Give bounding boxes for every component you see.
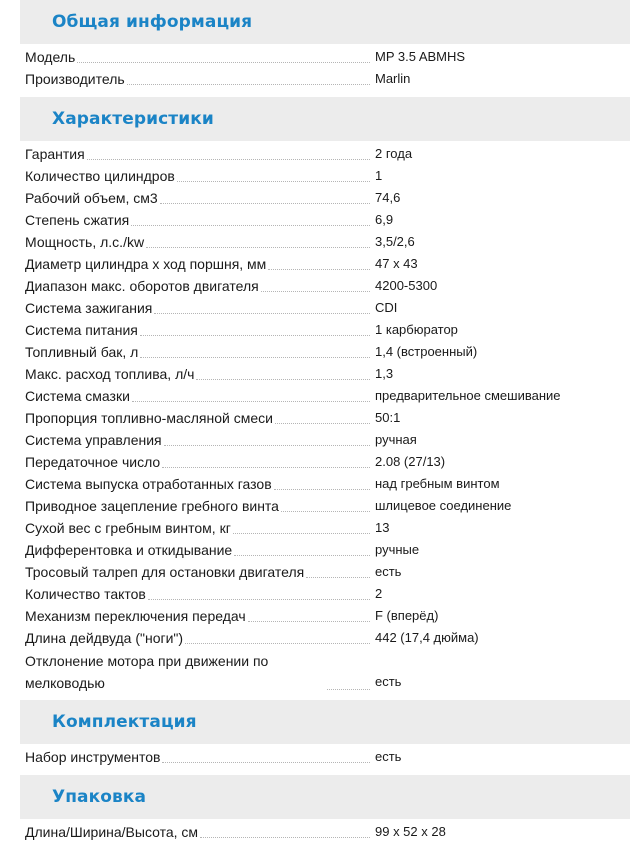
spec-row (20, 342, 630, 364)
spec-label-cell (20, 408, 370, 428)
spec-value: 6,9 (375, 212, 394, 227)
spec-label: Макс. расход топлива, л/ч (25, 366, 195, 382)
spec-label-cell (20, 276, 370, 296)
spec-label: Сухой вес с гребным винтом, кг (25, 520, 231, 536)
section-header: Характеристики (20, 97, 630, 141)
spec-row (20, 47, 630, 69)
spec-value: 2 года (375, 146, 413, 161)
spec-row (20, 540, 630, 562)
spec-value: 50:1 (375, 410, 401, 425)
dotted-leader (160, 202, 370, 204)
dotted-leader (146, 246, 370, 248)
spec-value: 1,3 (375, 366, 394, 381)
spec-row (20, 210, 630, 232)
spec-row (20, 822, 630, 844)
dotted-leader (248, 620, 370, 622)
spec-label-cell (20, 628, 370, 648)
spec-label-cell (20, 474, 370, 494)
spec-value: есть (375, 674, 402, 689)
spec-label: Производитель (25, 71, 125, 87)
spec-row (20, 298, 630, 320)
spec-label: Топливный бак, л (25, 344, 139, 360)
spec-label: Система питания (25, 322, 138, 338)
spec-label-cell (20, 562, 370, 582)
spec-row (20, 188, 630, 210)
spec-label: Мощность, л.с./kw (25, 234, 145, 250)
spec-value: F (вперёд) (375, 608, 439, 623)
dotted-leader (77, 61, 370, 63)
dotted-leader (268, 268, 370, 270)
section-header: Общая информация (20, 0, 630, 44)
spec-row (20, 408, 630, 430)
spec-row (20, 364, 630, 386)
dotted-leader (200, 836, 370, 838)
dotted-leader (148, 598, 370, 600)
dotted-leader (185, 642, 370, 644)
section-header: Комплектация (20, 700, 630, 744)
dotted-leader (164, 444, 370, 446)
spec-label: Система зажигания (25, 300, 153, 316)
dotted-leader (140, 356, 370, 358)
spec-label-cell (20, 584, 370, 604)
dotted-leader (196, 378, 370, 380)
spec-page (20, 0, 630, 847)
spec-label: Механизм переключения передач (25, 608, 246, 624)
spec-label: Передаточное число (25, 454, 161, 470)
spec-label-cell (20, 298, 370, 318)
spec-row (20, 562, 630, 584)
spec-value: 13 (375, 520, 390, 535)
spec-label: Степень сжатия (25, 212, 130, 228)
spec-value: ручные (375, 542, 420, 557)
spec-label: Гарантия (25, 146, 85, 162)
spec-table (20, 141, 630, 697)
spec-value: 3,5/2,6 (375, 234, 415, 249)
spec-row (20, 232, 630, 254)
spec-value: ручная (375, 432, 417, 447)
dotted-leader (177, 180, 370, 182)
spec-label: Диаметр цилиндра x ход поршня, мм (25, 256, 267, 272)
dotted-leader (234, 554, 370, 556)
spec-label-cell (20, 747, 370, 767)
dotted-leader (281, 510, 370, 512)
spec-label: Отклонение мотора при движении по мелководью (25, 650, 327, 694)
spec-label: Приводное зацепление гребного винта (25, 498, 279, 514)
spec-label: Тросовый талреп для остановки двигателя (25, 564, 305, 580)
spec-label-cell (20, 606, 370, 626)
spec-value: 74,6 (375, 190, 401, 205)
spec-row (20, 276, 630, 298)
spec-label-cell (20, 47, 370, 67)
spec-value: шлицевое соединение (375, 498, 512, 513)
spec-row (20, 386, 630, 408)
spec-value: 1 (375, 168, 383, 183)
spec-row (20, 584, 630, 606)
spec-label: Диапазон макс. оборотов двигателя (25, 278, 259, 294)
spec-label: Система смазки (25, 388, 130, 404)
dotted-leader (132, 400, 370, 402)
dotted-leader (162, 761, 370, 763)
spec-value: 2 (375, 586, 383, 601)
spec-value: 2.08 (27/13) (375, 454, 446, 469)
spec-value: MP 3.5 ABMHS (375, 49, 466, 64)
spec-label: Длина дейдвуда ("ноги") (25, 630, 184, 646)
spec-row (20, 254, 630, 276)
spec-row (20, 650, 630, 694)
spec-value: 1,4 (встроенный) (375, 344, 478, 359)
dotted-leader (162, 466, 370, 468)
spec-label-cell (20, 144, 370, 164)
spec-label-cell (20, 650, 370, 694)
spec-value: есть (375, 564, 402, 579)
spec-label-cell (20, 496, 370, 516)
spec-label-cell (20, 386, 370, 406)
dotted-leader (154, 312, 370, 314)
spec-row (20, 606, 630, 628)
spec-value: CDI (375, 300, 398, 315)
spec-label-cell (20, 210, 370, 230)
spec-label-cell (20, 364, 370, 384)
spec-table (20, 819, 630, 847)
spec-row (20, 69, 630, 91)
spec-value: 4200-5300 (375, 278, 438, 293)
spec-label: Количество тактов (25, 586, 146, 602)
spec-row (20, 518, 630, 540)
dotted-leader (327, 688, 370, 690)
spec-label-cell (20, 254, 370, 274)
spec-label: Дифферентовка и откидывание (25, 542, 233, 558)
spec-row (20, 747, 630, 769)
dotted-leader (306, 576, 370, 578)
spec-label: Модель (25, 49, 76, 65)
spec-label-cell (20, 166, 370, 186)
spec-row (20, 452, 630, 474)
spec-row (20, 628, 630, 650)
spec-value: Marlin (375, 71, 411, 86)
spec-row (20, 430, 630, 452)
spec-value: 99 x 52 x 28 (375, 824, 446, 839)
spec-label-cell (20, 540, 370, 560)
spec-label-cell (20, 69, 370, 89)
spec-value: предварительное смешивание (375, 388, 561, 403)
spec-label-cell (20, 188, 370, 208)
spec-value: 47 x 43 (375, 256, 418, 271)
spec-label: Рабочий объем, см3 (25, 190, 158, 206)
spec-value: над гребным винтом (375, 476, 500, 491)
spec-row (20, 144, 630, 166)
spec-label-cell (20, 430, 370, 450)
dotted-leader (275, 422, 370, 424)
section-header: Упаковка (20, 775, 630, 819)
spec-label-cell (20, 232, 370, 252)
spec-row (20, 474, 630, 496)
spec-row (20, 496, 630, 518)
spec-label: Система управления (25, 432, 162, 448)
spec-label-cell (20, 452, 370, 472)
spec-label: Пропорция топливно-масляной смеси (25, 410, 273, 426)
spec-label: Набор инструментов (25, 749, 161, 765)
spec-label: Количество цилиндров (25, 168, 175, 184)
spec-value: есть (375, 749, 402, 764)
dotted-leader (127, 83, 370, 85)
spec-row (20, 166, 630, 188)
spec-label: Система выпуска отработанных газов (25, 476, 272, 492)
spec-table (20, 44, 630, 94)
spec-label-cell (20, 342, 370, 362)
spec-value: 442 (17,4 дюйма) (375, 630, 479, 645)
dotted-leader (87, 158, 370, 160)
spec-row (20, 320, 630, 342)
spec-label-cell (20, 320, 370, 340)
spec-label-cell (20, 822, 370, 842)
spec-label: Длина/Ширина/Высота, см (25, 824, 199, 840)
spec-label-cell (20, 518, 370, 538)
spec-value: 1 карбюратор (375, 322, 458, 337)
dotted-leader (140, 334, 370, 336)
dotted-leader (131, 224, 370, 226)
dotted-leader (274, 488, 370, 490)
dotted-leader (261, 290, 370, 292)
spec-table (20, 744, 630, 772)
dotted-leader (233, 532, 370, 534)
